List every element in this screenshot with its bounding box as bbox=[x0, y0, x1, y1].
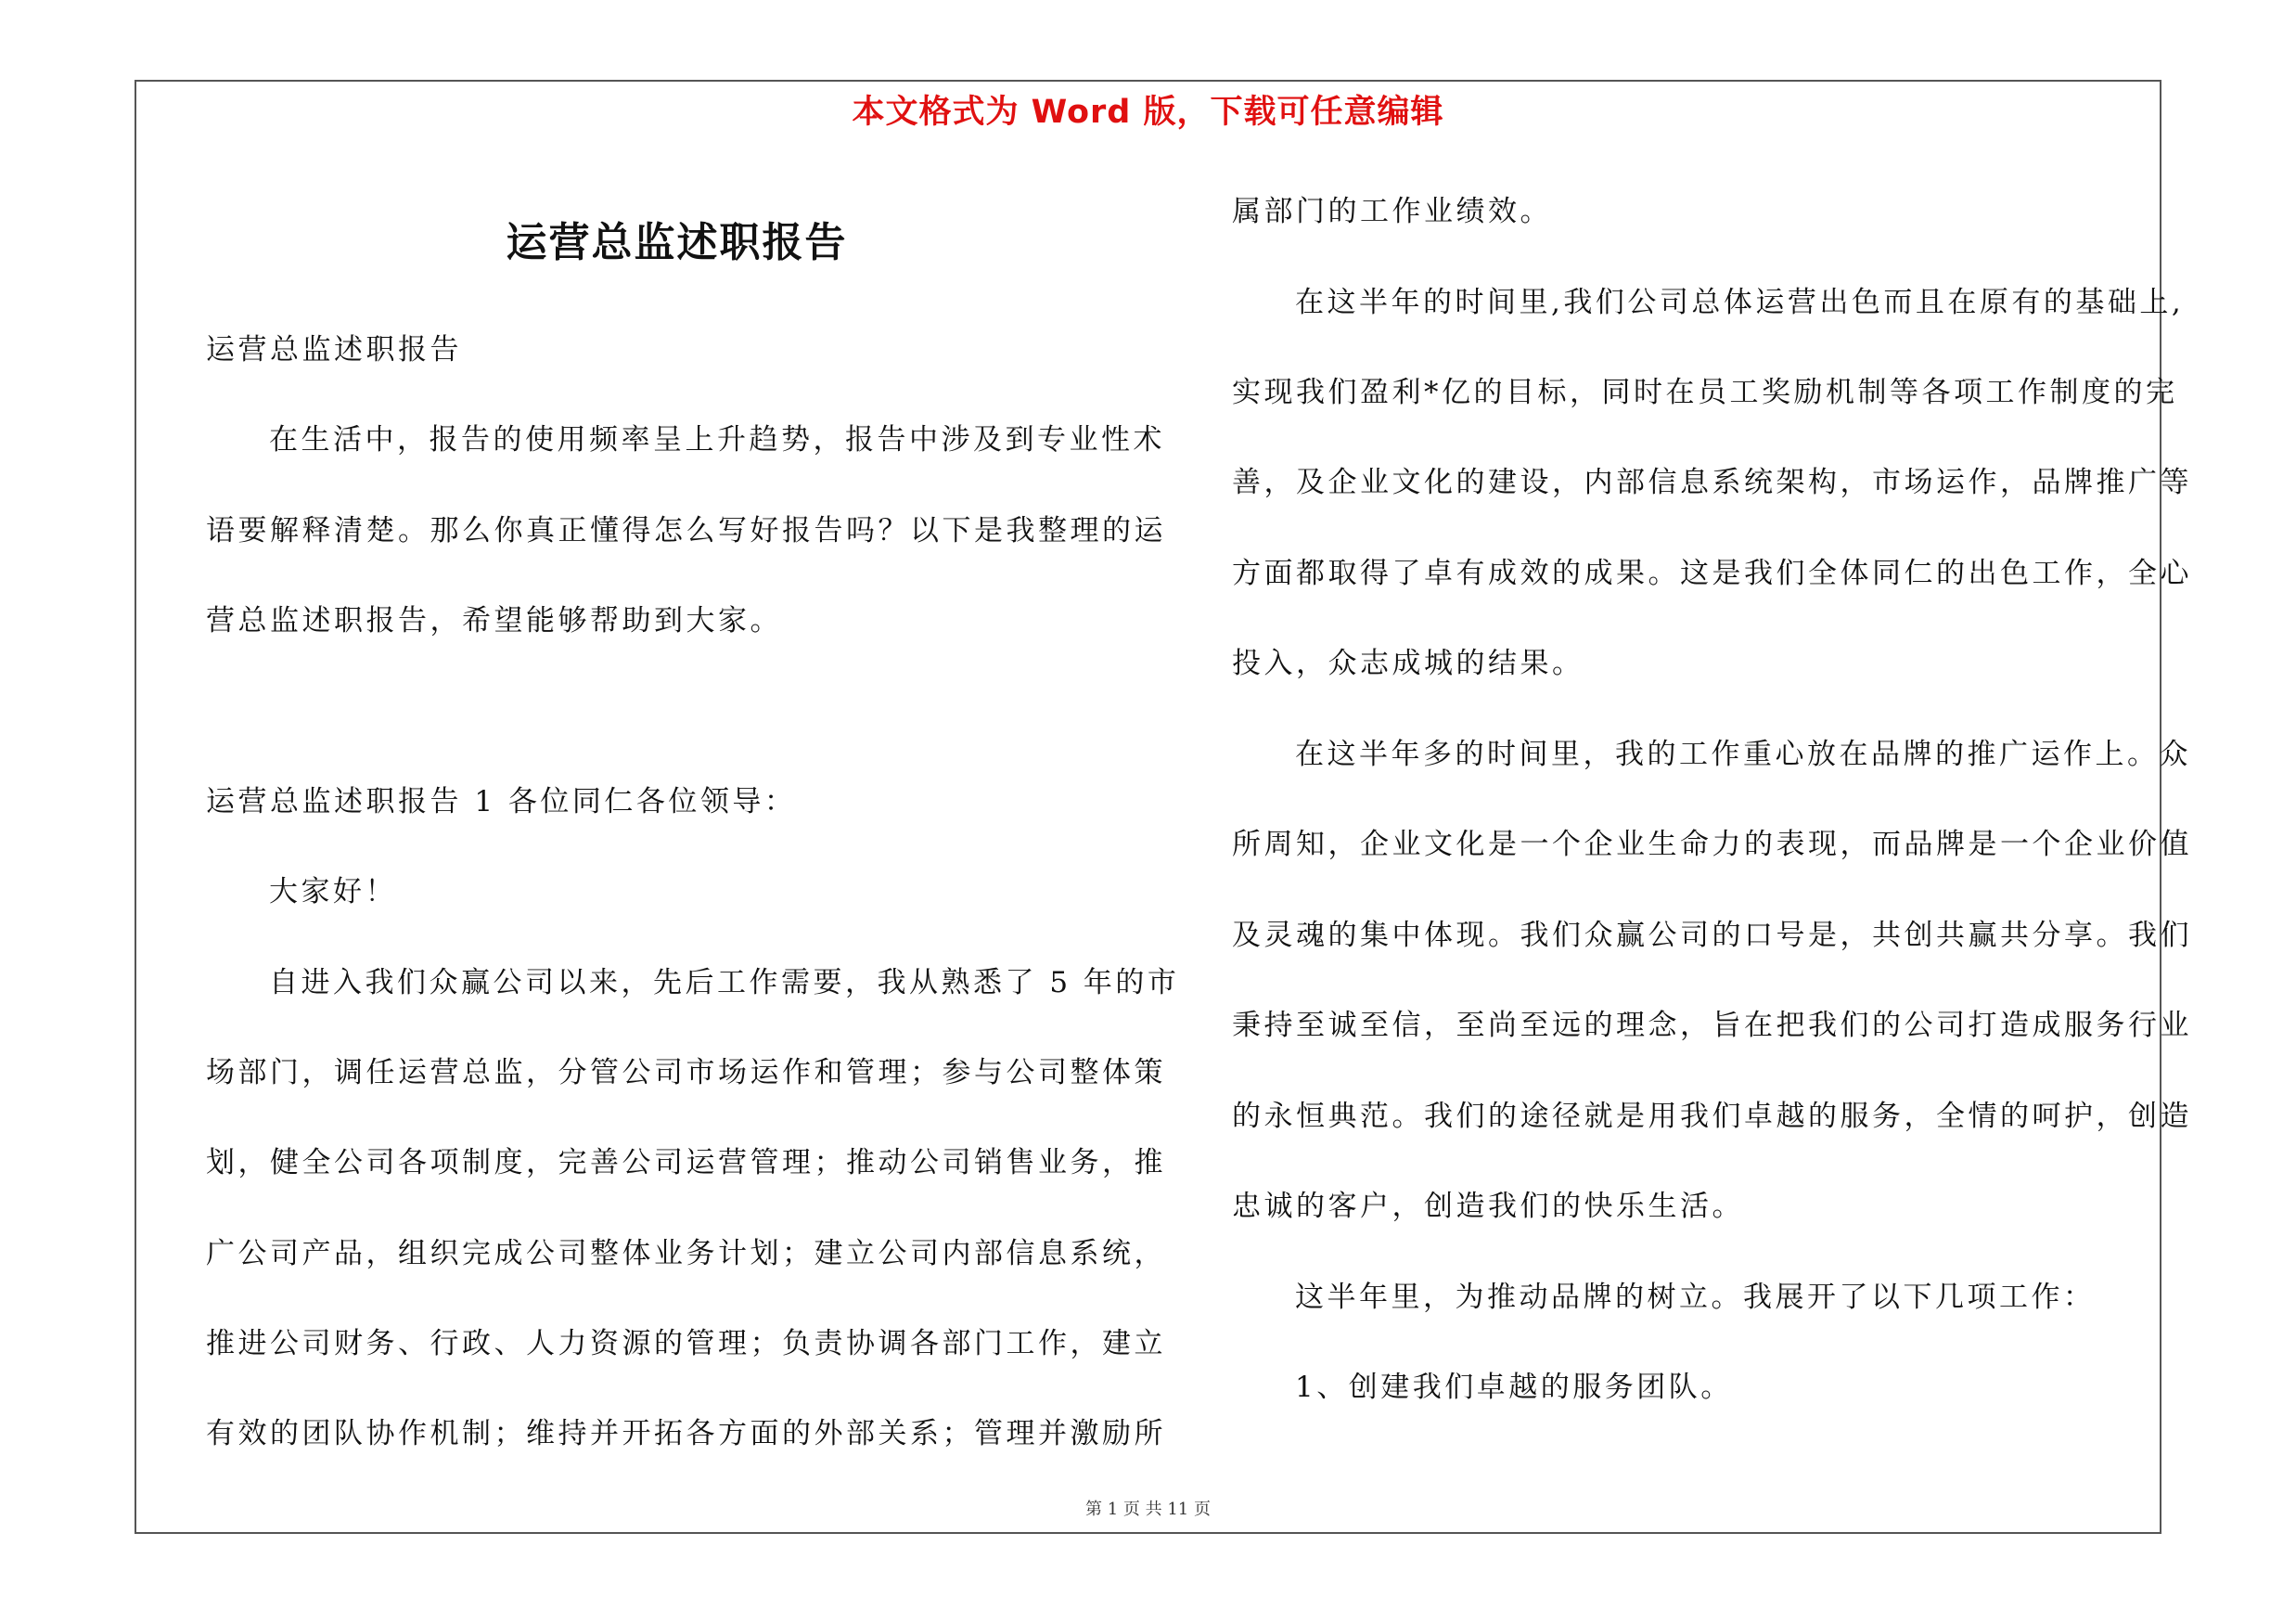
right-line: 方面都取得了卓有成效的成果。这是我们全体同仁的出色工作，全心 bbox=[1232, 557, 2192, 590]
right-line: 秉持至诚至信，至尚至远的理念，旨在把我们的公司打造成服务行业 bbox=[1232, 1009, 2192, 1042]
right-line: 及灵魂的集中体现。我们众赢公司的口号是，共创共赢共分享。我们 bbox=[1232, 919, 2192, 952]
left-line: 在生活中，报告的使用频率呈上升趋势，报告中涉及到专业性术 bbox=[269, 423, 1165, 457]
left-line: 运营总监述职报告 1 各位同仁各位领导： bbox=[206, 785, 797, 818]
right-line: 1、创建我们卓越的服务团队。 bbox=[1295, 1371, 1733, 1404]
left-line: 语要解释清楚。那么你真正懂得怎么写好报告吗？以下是我整理的运 bbox=[206, 514, 1166, 547]
left-line: 场部门，调任运营总监，分管公司市场运作和管理；参与公司整体策 bbox=[206, 1056, 1166, 1089]
right-line: 实现我们盈利*亿的目标，同时在员工奖励机制等各项工作制度的完 bbox=[1232, 376, 2178, 409]
right-line: 善，及企业文化的建设，内部信息系统架构，市场运作，品牌推广等 bbox=[1232, 466, 2192, 499]
right-line: 这半年里，为推动品牌的树立。我展开了以下几项工作： bbox=[1295, 1281, 2096, 1314]
left-line: 营总监述职报告，希望能够帮助到大家。 bbox=[206, 604, 782, 638]
right-line: 忠诚的客户，创造我们的快乐生活。 bbox=[1232, 1190, 1744, 1223]
left-line: 自进入我们众赢公司以来，先后工作需要，我从熟悉了 5 年的市 bbox=[269, 966, 1180, 999]
document-title: 运营总监述职报告 bbox=[506, 219, 848, 266]
right-line: 的永恒典范。我们的途径就是用我们卓越的服务，全情的呵护，创造 bbox=[1232, 1100, 2192, 1133]
left-line: 大家好！ bbox=[269, 875, 397, 908]
word-format-banner: 本文格式为 Word 版，下载可任意编辑 bbox=[852, 94, 1444, 131]
left-line: 划，健全公司各项制度，完善公司运营管理；推动公司销售业务，推 bbox=[206, 1146, 1166, 1179]
left-line: 运营总监述职报告 bbox=[206, 333, 462, 367]
right-line: 在这半年多的时间里，我的工作重心放在品牌的推广运作上。众 bbox=[1295, 738, 2191, 771]
left-line: 有效的团队协作机制；维持并开拓各方面的外部关系；管理并激励所 bbox=[206, 1417, 1166, 1450]
right-line: 属部门的工作业绩效。 bbox=[1232, 195, 1552, 228]
right-line: 所周知，企业文化是一个企业生命力的表现，而品牌是一个企业价值 bbox=[1232, 828, 2192, 861]
right-line: 投入，众志成城的结果。 bbox=[1232, 647, 1584, 680]
page-number-footer: 第 1 页 共 11 页 bbox=[1085, 1500, 1211, 1519]
left-line: 推进公司财务、行政、人力资源的管理；负责协调各部门工作，建立 bbox=[206, 1327, 1166, 1360]
left-line: 广公司产品，组织完成公司整体业务计划；建立公司内部信息系统， bbox=[206, 1237, 1166, 1270]
right-line: 在这半年的时间里,我们公司总体运营出色而且在原有的基础上, bbox=[1295, 286, 2185, 319]
